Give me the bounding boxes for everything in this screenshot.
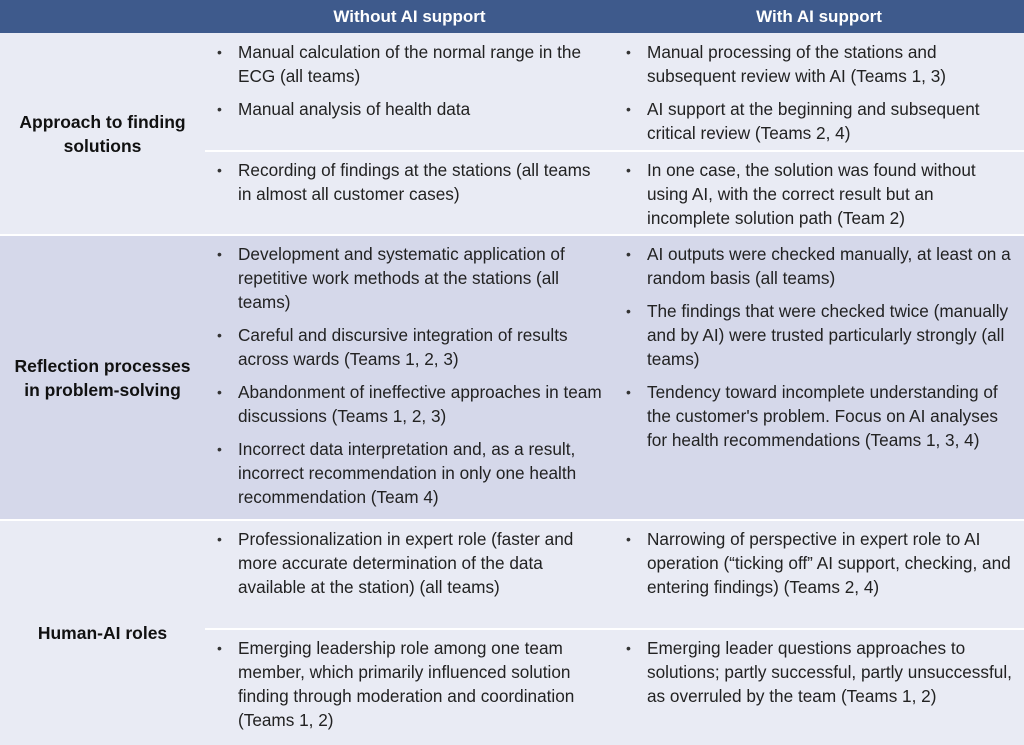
cell-reflection-without — [205, 235, 614, 520]
bullet-icon: • — [217, 162, 222, 178]
cell-roles-without-b — [205, 629, 614, 745]
header-with-ai: With AI support — [614, 0, 1024, 33]
list-item: • Incorrect data interpretation and, as a result, incorrect recommendation in only one health recommendation (Team 4) — [217, 439, 577, 507]
bullet-icon: • — [217, 441, 222, 457]
bullet-icon: • — [217, 384, 222, 400]
bullet-icon: • — [626, 640, 631, 656]
list-item: • Emerging leader questions approaches to solutions; partly successful, partly unsuccessful, as overruled by the team (Teams 1, 2) — [626, 638, 1012, 706]
list-item: • Emerging leadership role among one team member, which primarily influenced solution finding through moderation and coordination (Teams 1, 2) — [217, 638, 575, 730]
bullet-icon: • — [626, 531, 631, 547]
cell-approach-without-a — [205, 33, 614, 151]
list-item: • Manual calculation of the normal range in the ECG (all teams) — [217, 42, 582, 86]
bullet-icon: • — [217, 44, 222, 60]
header-without-ai: Without AI support — [205, 0, 614, 33]
list-item: • Recording of findings at the stations (all teams in almost all customer cases) — [217, 160, 591, 204]
bullet-icon: • — [217, 101, 222, 117]
list-item: • Narrowing of perspective in expert role to AI operation (“ticking off” AI support, checking, and entering findings) (Teams 2, 4) — [626, 529, 1011, 597]
bullet-icon: • — [626, 384, 631, 400]
row-title-approach: Approach to finding solutions — [0, 33, 205, 235]
cell-roles-with-a — [614, 520, 1024, 629]
divider — [0, 234, 1024, 236]
list-item: • Professionalization in expert role (faster and more accurate determination of the data available at the station) (all teams) — [217, 529, 574, 597]
cell-approach-without-b — [205, 151, 614, 235]
bullet-icon: • — [217, 640, 222, 656]
row-title-reflection: Reflection processes in problem-solving — [0, 235, 205, 520]
divider — [205, 628, 1024, 630]
list-item: • Development and systematic application of repetitive work methods at the stations (all teams) — [217, 244, 565, 312]
list-item: • Careful and discursive integration of results across wards (Teams 1, 2, 3) — [217, 325, 568, 369]
list-item: • AI outputs were checked manually, at least on a random basis (all teams) — [626, 244, 1011, 288]
cell-approach-with-a — [614, 33, 1024, 151]
cell-approach-with-b — [614, 151, 1024, 235]
list-item: • Manual analysis of health data — [217, 99, 471, 119]
divider — [205, 150, 1024, 152]
bullet-icon: • — [626, 44, 631, 60]
bullet-icon: • — [626, 246, 631, 262]
list-item: • The findings that were checked twice (manually and by AI) were trusted particularly strongly (all teams) — [626, 301, 1009, 369]
bullet-icon: • — [217, 531, 222, 547]
list-item: • Tendency toward incomplete understanding of the customer's problem. Focus on AI analyses for health recommendations (Teams 1, 3, 4) — [626, 382, 999, 450]
list-item: • Manual processing of the stations and subsequent review with AI (Teams 1, 3) — [626, 42, 947, 86]
bullet-icon: • — [626, 162, 631, 178]
cell-roles-without-a — [205, 520, 614, 629]
bullet-icon: • — [626, 303, 631, 319]
bullet-icon: • — [217, 246, 222, 262]
list-item: • AI support at the beginning and subsequent critical review (Teams 2, 4) — [626, 99, 980, 143]
list-item: • In one case, the solution was found without using AI, with the correct result but an incomplete solution path (Team 2) — [626, 160, 976, 228]
divider — [0, 519, 1024, 521]
bullet-icon: • — [626, 101, 631, 117]
cell-roles-with-b — [614, 629, 1024, 745]
row-title-roles: Human-AI roles — [0, 520, 205, 745]
cell-reflection-with — [614, 235, 1024, 520]
header-empty-cell — [0, 0, 205, 33]
list-item: • Abandonment of ineffective approaches in team discussions (Teams 1, 2, 3) — [217, 382, 602, 426]
bullet-icon: • — [217, 327, 222, 343]
